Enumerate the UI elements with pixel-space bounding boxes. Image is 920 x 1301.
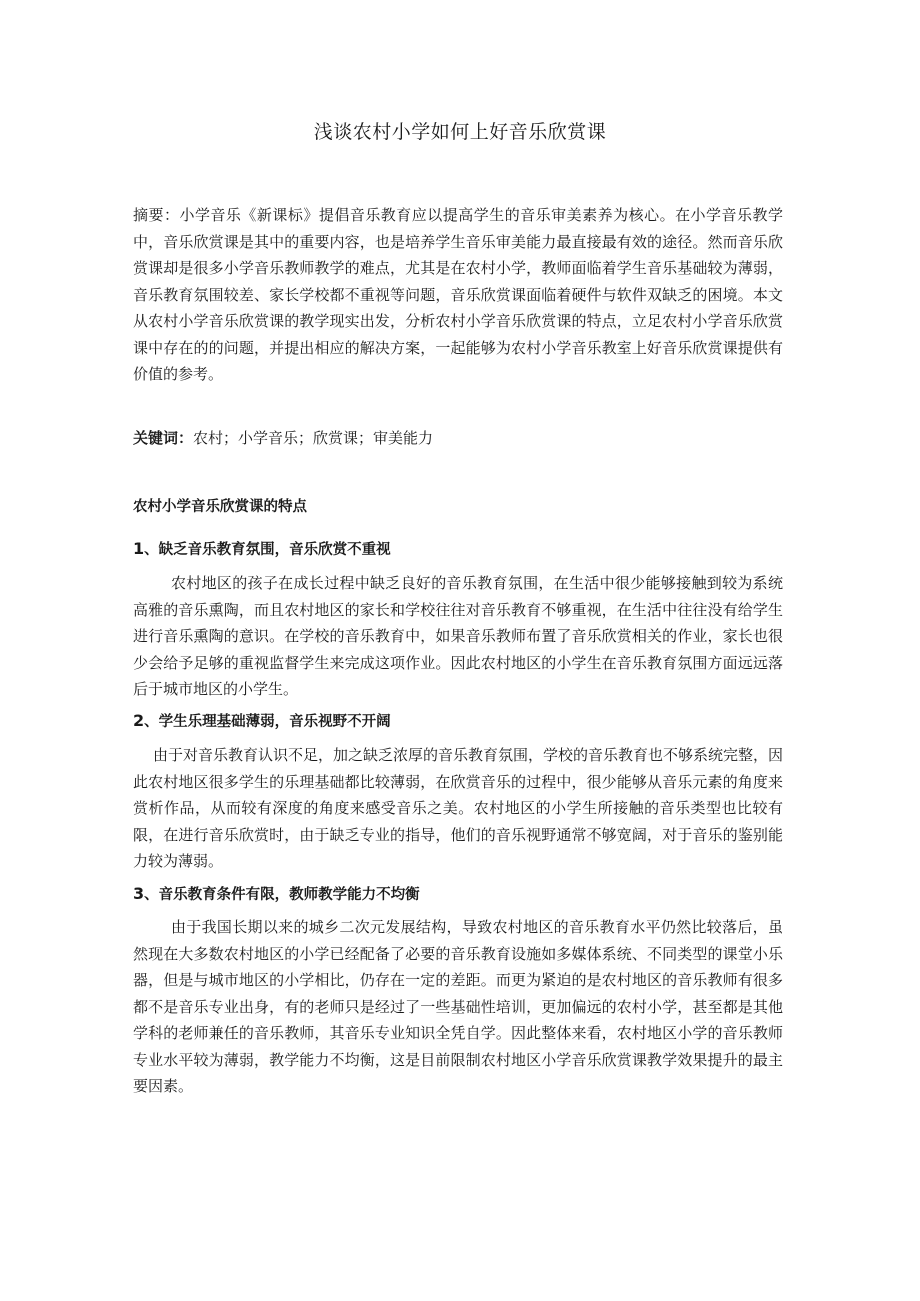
keywords-label: 关键词： — [133, 429, 194, 447]
abstract-paragraph: 摘要：小学音乐《新课标》提倡音乐教育应以提高学生的音乐审美素养为核心。在小学音乐教学中，音乐欣赏课是其中的重要内容，也是培养学生音乐审美能力最直接最有效的途径。然而音乐欣赏课却是很多小学音乐教师教学的难点，尤其是在农村小学，教师面临着学生音乐基础较为薄弱，音乐教育氛围较差、家长学校都不重视等问题，音乐欣赏课面临着硬件与软件双缺乏的困境。本文从农村小学音乐欣赏课的教学现实出发，分析农村小学音乐欣赏课的特点，立足农村小学音乐欣赏课中存在的的问题，并提出相应的解决方案，一起能够为农村小学音乐教室上好音乐欣赏课提供有价值的参考。 — [133, 206, 783, 383]
keywords-line — [133, 426, 433, 450]
subsection-title-2: 、学生乐理基础薄弱，音乐视野不开阔 — [144, 714, 391, 730]
subsection-heading-1 — [133, 538, 391, 561]
subsection-heading-2 — [133, 710, 391, 733]
subsection-number-1: 1 — [133, 539, 145, 558]
subsection-body-3: 由于我国长期以来的城乡二次元发展结构，导致农村地区的音乐教育水平仍然比较落后，虽然现在大多数农村地区的小学已经配备了必要的音乐教育设施如多媒体系统、不同类型的课堂小乐器，但是与城市地区的小学相比，仍存在一定的差距。而更为紧迫的是农村地区的音乐教师有很多都不是音乐专业出身，有的老师只是经过了一些基础性培训，更加偏远的农村小学，甚至都是其他学科的老师兼任的音乐教师，其音乐专业知识全凭自学。因此整体来看，农村地区小学的音乐教师专业水平较为薄弱，教学能力不均衡，这是目前限制农村地区小学音乐欣赏课教学效果提升的最主要因素。 — [133, 918, 783, 1095]
subsection-number-3: 3 — [133, 884, 145, 903]
subsection-heading-3 — [133, 883, 420, 906]
keywords-text: 农村；小学音乐；欣赏课；审美能力 — [193, 429, 434, 447]
subsection-body-1: 农村地区的孩子在成长过程中缺乏良好的音乐教育氛围，在生活中很少能够接触到较为系统高雅的音乐熏陶，而且农村地区的家长和学校往往对音乐教育不够重视，在生活中往往没有给学生进行音乐熏陶的意识。在学校的音乐教育中，如果音乐教师布置了音乐欣赏相关的作业，家长也很少会给予足够的重视监督学生来完成这项作业。因此农村地区的小学生在音乐教育氛围方面远远落后于城市地区的小学生。 — [133, 574, 783, 698]
subsection-title-1: 、缺乏音乐教育氛围，音乐欣赏不重视 — [144, 542, 391, 558]
subsection-number-2: 2 — [133, 711, 145, 730]
section-heading: 农村小学音乐欣赏课的特点 — [133, 499, 307, 515]
document-title: 浅谈农村小学如何上好音乐欣赏课 — [313, 121, 607, 143]
subsection-body-2: 由于对音乐教育认识不足，加之缺乏浓厚的音乐教育氛围，学校的音乐教育也不够系统完整，因此农村地区很多学生的乐理基础都比较薄弱，在欣赏音乐的过程中，很少能够从音乐元素的角度来赏析作品，从而较有深度的角度来感受音乐之美。农村地区的小学生所接触的音乐类型也比较有限，在进行音乐欣赏时，由于缺乏专业的指导，他们的音乐视野通常不够宽阔，对于音乐的鉴别能力较为薄弱。 — [133, 746, 784, 870]
subsection-title-3: 、音乐教育条件有限，教师教学能力不均衡 — [144, 887, 420, 903]
